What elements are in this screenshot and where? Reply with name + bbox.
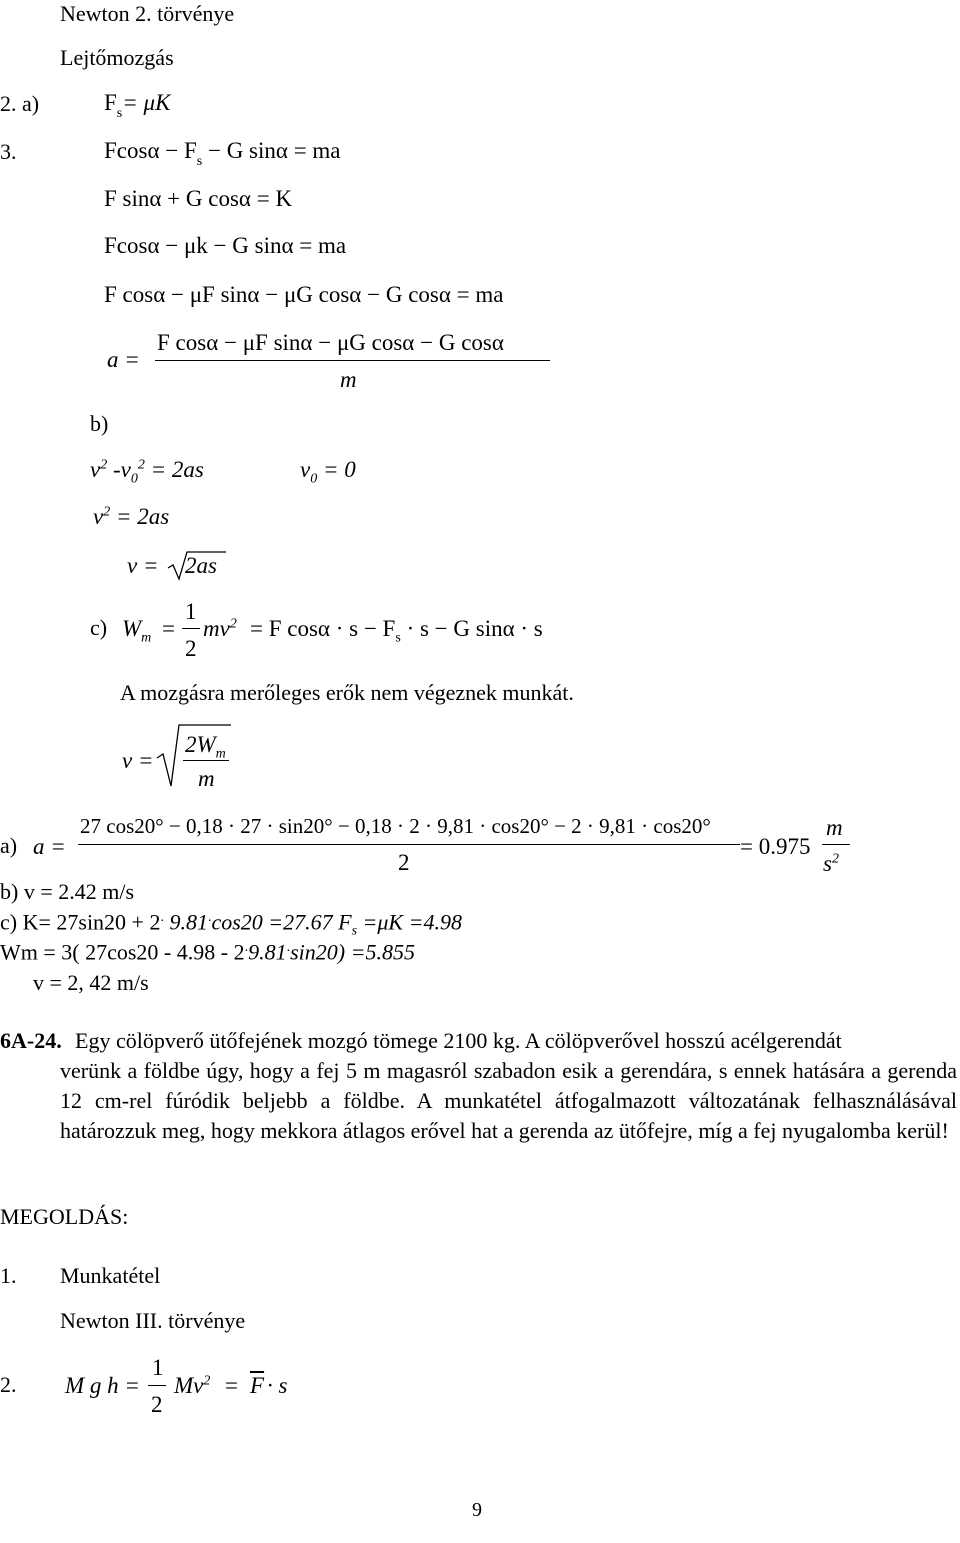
heading-lejtomozgas: Lejtőmozgás [60, 45, 174, 70]
solution-step1b-text: Newton III. törvénye [60, 1308, 246, 1333]
eq-friction-sub: s [116, 106, 123, 121]
equation-normal: F sinα + G cosα = K [104, 186, 293, 211]
equation-newton-along [104, 138, 341, 169]
numeric-wm-c: sin20) =5.855 [290, 939, 415, 965]
eq-along-a: Fcosα − F [104, 138, 197, 163]
numeric-a-denominator: 2 [398, 850, 410, 875]
sqrt-frac-bar [183, 760, 229, 761]
sqrt-den-m: m [198, 766, 215, 791]
energy-Mv-sup: 2 [203, 1373, 211, 1389]
work-W-sub: m [141, 630, 152, 646]
work-rhs [250, 617, 543, 646]
numeric-a-eq: a = [33, 834, 66, 859]
kin-sub: 0 [130, 471, 138, 487]
work-mv: mv [203, 616, 230, 641]
energy-frac-den: 2 [151, 1392, 163, 1417]
numeric-c-line: c) K= 27sin20 + 2. 9.81.cos20 =27.67 $F_s =\mu K =4.98$ [0, 909, 462, 939]
energy-frac-bar [148, 1385, 166, 1386]
equation-a-denominator: m [340, 367, 357, 392]
solution-heading: MEGOLDÁS: [0, 1204, 129, 1229]
numeric-label-a: a) [0, 833, 18, 858]
eq-friction-rhs: = μK [122, 90, 171, 115]
sqrt-2as: 2as [185, 553, 217, 578]
fraction-bar-a [155, 360, 550, 361]
problem-number: 6A-24. [0, 1028, 62, 1053]
numeric-c-sub: s [351, 923, 358, 939]
v0-rhs: = 0 [322, 457, 356, 482]
kin-v0: -v [112, 457, 131, 482]
energy-s: · s [267, 1373, 288, 1398]
numeric-c-a: c) K= 27sin20 + 2 [0, 909, 161, 935]
eq-along-sub: s [196, 154, 203, 169]
work-rhs-a: = F cosα · s − F [250, 616, 396, 641]
solution-step2-number: 2. [0, 1372, 17, 1397]
page-number: 9 [472, 1499, 482, 1521]
problem-text-first-line: Egy cölöpverő ütőfejének mozgó tömege 2100 kg. A cölöpverővel hosszú acélgerendát [75, 1028, 842, 1053]
eq-along-rest: − G sinα = ma [207, 138, 341, 163]
work-rhs-b: · s − G sinα · s [406, 616, 543, 641]
unit-s2 [823, 852, 839, 875]
vsq-sup: 2 [103, 504, 111, 520]
unit-s-sup: 2 [831, 851, 839, 867]
problem-text-body: verünk a földbe úgy, hogy a fej 5 m magasról szabadon esik a gerendára, s ennek hatására a gerenda 12 cm-rel fúródik beljebb a földbe. A munkatétel átfogalmazott változatának felhasználásával határozzuk meg, hogy mekkora átlagos erővel hat a gerenda az ütőfejre, míg a fej nyugalomba kerül! [60, 1058, 957, 1143]
solution-step1-text: Munkatétel [60, 1263, 161, 1288]
work-W [122, 617, 151, 646]
equation-v-lhs: v = [127, 553, 159, 578]
vsq-rhs: = 2as [115, 504, 170, 529]
numeric-a-bar [78, 844, 740, 845]
equation-expanded: F cosα − μF sinα − μG cosα − G cosα = ma [104, 282, 504, 307]
energy-Mv: Mv [174, 1373, 204, 1398]
sqrt-num-2Wm [185, 733, 226, 762]
energy-Mv2 [174, 1374, 210, 1397]
kin-rhs: = 2as [150, 457, 204, 482]
numeric-a-result: = 0.975 [740, 834, 811, 859]
kin-v: v [90, 457, 101, 482]
v0-v: v [300, 457, 311, 482]
sqrt-num-sub: m [215, 746, 226, 762]
work-mv2 [203, 617, 237, 640]
energy-F-avg: $\overline{F}$ [250, 1373, 265, 1398]
sqrt-num-text: 2W [185, 732, 216, 757]
item-number-3: 3. [0, 139, 17, 164]
equation-a-lhs: a = [107, 347, 140, 372]
eq-friction-lhs: F [104, 90, 117, 115]
equation-friction [104, 90, 171, 121]
unit-bar [822, 844, 850, 845]
numeric-wm-a: Wm = 3( 27cos20 - 4.98 - 2 [0, 939, 245, 965]
label-c: c) [90, 615, 108, 640]
equation-a-numerator: F cosα − μF sinα − μG cosα − G cosα [157, 330, 504, 355]
equation-v-squared [93, 505, 169, 528]
unit-m: m [826, 815, 843, 840]
numeric-c-b: 9.81 [169, 909, 208, 935]
v0-sub: 0 [310, 471, 318, 487]
energy-frac-num: 1 [152, 1355, 164, 1380]
work-W-letter: W [122, 616, 142, 641]
item-number-2a: 2. a) [0, 91, 40, 116]
equation-v0-zero [300, 458, 356, 487]
v-sqrt-lhs: v = [122, 748, 154, 773]
work-frac-den: 2 [185, 636, 197, 661]
energy-lhs: M g h = [65, 1373, 140, 1398]
statement-perpendicular-forces: A mozgásra merőleges erők nem végeznek munkát. [120, 680, 574, 705]
kin-sup1: 2 [100, 457, 108, 473]
numeric-wm-b: 9.81 [248, 939, 287, 965]
equation-kinematic [90, 458, 204, 487]
equation-substituted: Fcosα − μk − G sinα = ma [104, 233, 347, 258]
unit-s: s [823, 851, 832, 876]
energy-equals: = [225, 1373, 238, 1398]
work-rhs-sub: s [395, 630, 401, 646]
work-equals: = [162, 616, 175, 641]
numeric-a-numerator: 27 cos20° − 0,18 · 27 · sin20° − 0,18 · 2 · 9,81 · cos20° − 2 · 9,81 · cos20° [80, 814, 711, 838]
numeric-v-line: v = 2, 42 m/s [33, 970, 149, 995]
heading-newton-2: Newton 2. törvénye [60, 1, 235, 26]
label-b: b) [90, 411, 109, 436]
numeric-wm-line: Wm = 3( 27cos20 - 4.98 - 2.9.81.sin20) =5.855 [0, 939, 415, 965]
numeric-c-c: cos20 =27.67 F [211, 909, 352, 935]
work-frac-num: 1 [185, 599, 197, 624]
vsq-v: v [93, 504, 104, 529]
work-frac-bar [182, 628, 200, 629]
kin-sup2: 2 [137, 457, 145, 473]
work-mv-sup: 2 [229, 616, 237, 632]
solution-step1-number: 1. [0, 1263, 17, 1288]
numeric-b-line: b) v = 2.42 m/s [0, 879, 135, 904]
numeric-c-d: =μK =4.98 [362, 909, 462, 935]
